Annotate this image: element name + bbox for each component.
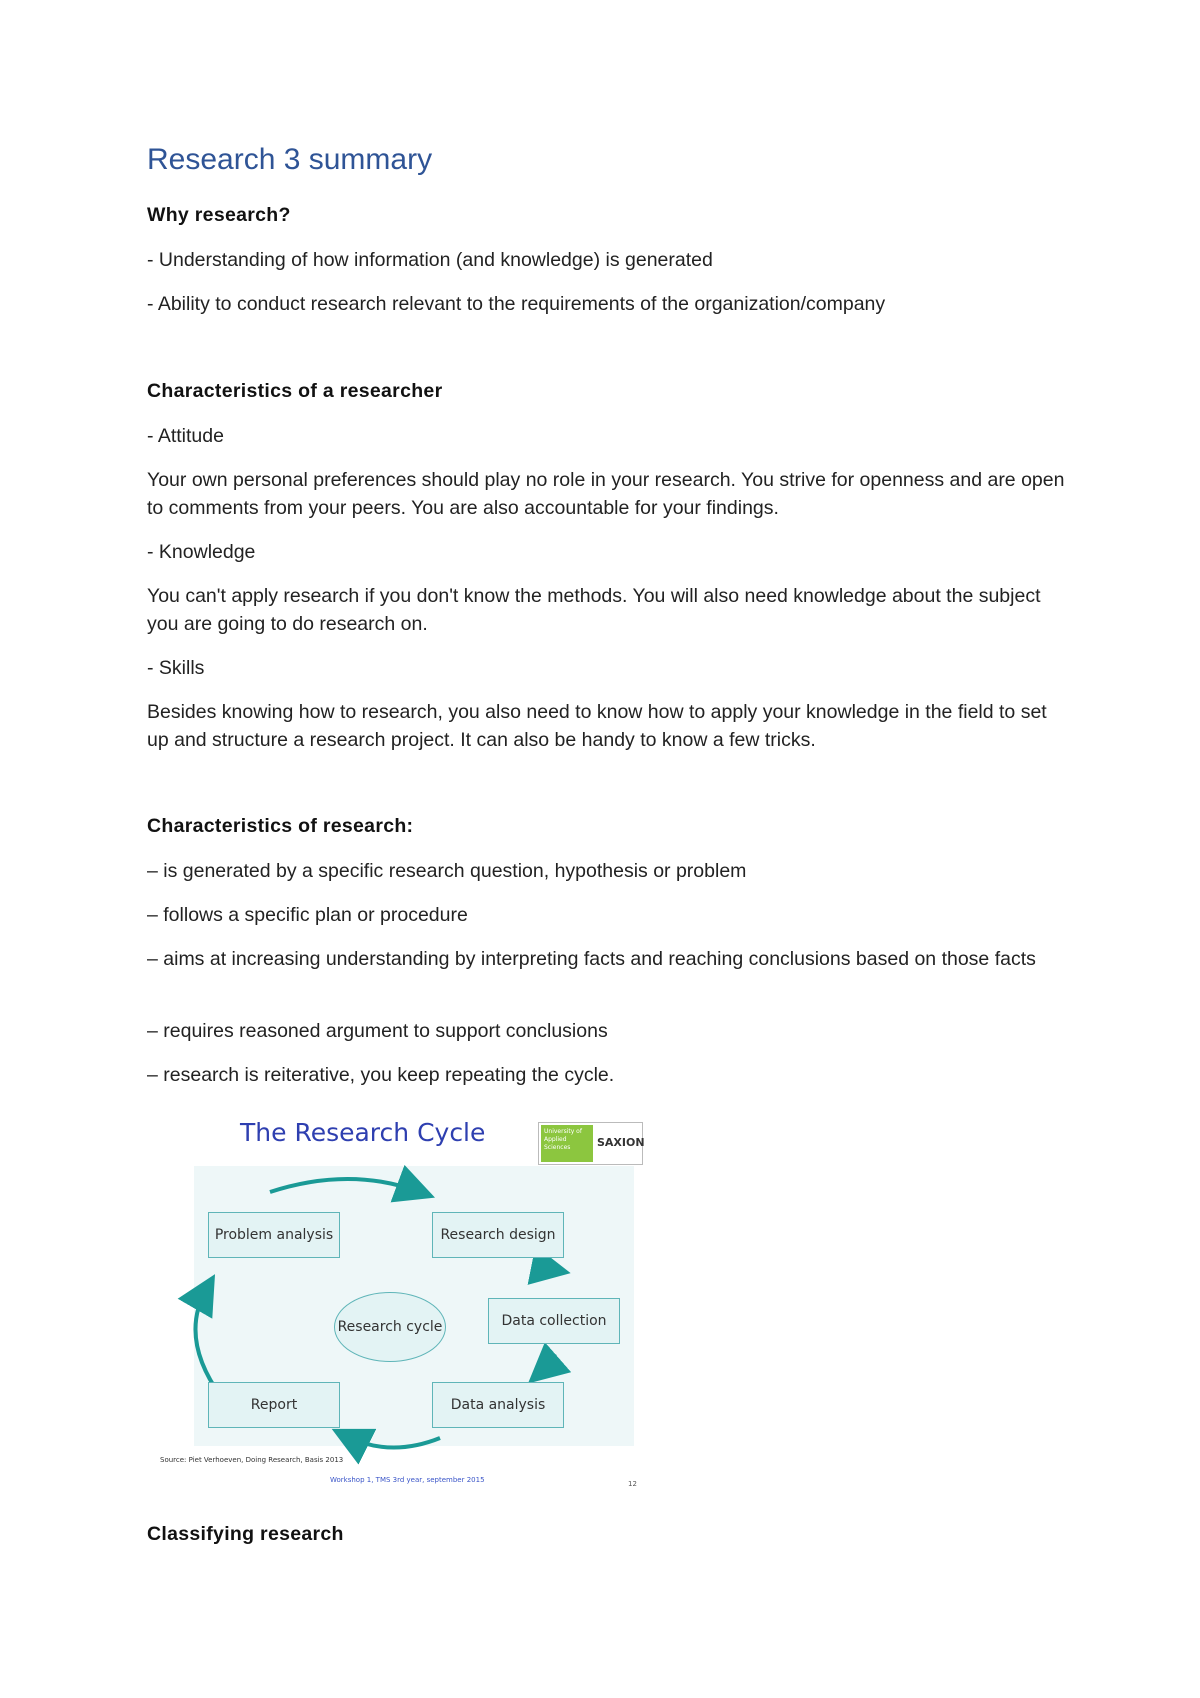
logo-wordmark: SAXION (597, 1136, 645, 1149)
research-cycle-figure (150, 1108, 650, 1498)
figure-title: The Research Cycle (240, 1118, 486, 1147)
research-item-2: – follows a specific plan or procedure (147, 904, 468, 926)
heading-research: Characteristics of research: (147, 815, 414, 837)
arrow-right-bottom (540, 1354, 555, 1373)
heading-researcher: Characteristics of a researcher (147, 380, 443, 402)
heading-classifying: Classifying research (147, 1523, 344, 1545)
box-research-design: Research design (432, 1212, 564, 1258)
research-item-4: – requires reasoned argument to support conclusions (147, 1020, 608, 1042)
box-problem-analysis: Problem analysis (208, 1212, 340, 1258)
why-item-1: - Understanding of how information (and knowledge) is generated (147, 249, 713, 271)
slide-number: 12 (628, 1480, 637, 1488)
figure-footer: Workshop 1, TMS 3rd year, september 2015 (330, 1476, 485, 1484)
knowledge-text: You can't apply research if you don't know the methods. You will also need knowledge about the subject you are going to do research on. (147, 585, 1041, 635)
skills-label: - Skills (147, 657, 205, 679)
why-item-2: - Ability to conduct research relevant to the requirements of the organization/company (147, 293, 886, 315)
research-item-1: – is generated by a specific research question, hypothesis or problem (147, 860, 747, 882)
arrow-top (270, 1179, 420, 1192)
page-title: Research 3 summary (147, 143, 433, 176)
attitude-label: - Attitude (147, 425, 224, 447)
knowledge-label: - Knowledge (147, 541, 256, 563)
skills-text: Besides knowing how to research, you also need to know how to apply your knowledge in the field to set up and structure a research project. It can also be handy to know a few tricks. (147, 701, 1047, 751)
arrow-bottom (346, 1436, 440, 1448)
box-report: Report (208, 1382, 340, 1428)
box-data-analysis: Data analysis (432, 1382, 564, 1428)
attitude-text: Your own personal preferences should play no role in your research. You strive for openness and are open to comments from your peers. You are also accountable for your findings. (147, 469, 1065, 519)
oval-research-cycle: Research cycle (334, 1292, 446, 1362)
heading-why-research: Why research? (147, 204, 291, 226)
research-item-3: – aims at increasing understanding by interpreting facts and reaching conclusions based on those facts (147, 948, 1036, 970)
box-data-collection: Data collection (488, 1298, 620, 1344)
logo-university-text: University of Applied Sciences (541, 1125, 593, 1162)
figure-source: Source: Piet Verhoeven, Doing Research, Basis 2013 (160, 1456, 344, 1464)
research-item-5: – research is reiterative, you keep repeating the cycle. (147, 1064, 615, 1086)
